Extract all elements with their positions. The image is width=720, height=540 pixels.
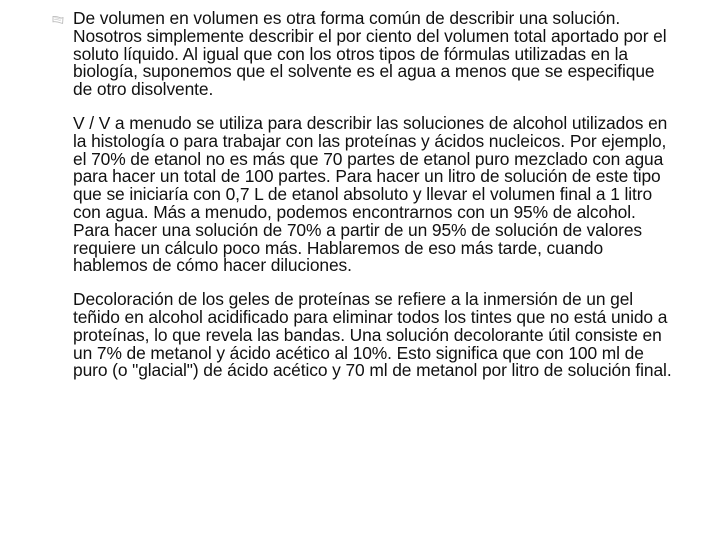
bullet-item-2 <box>52 112 674 276</box>
bullet-text: Decoloración de los geles de proteínas se refiere a la inmersión de un gel teñido en alcohol acidificado para eliminar todos los tintes que no está unido a proteínas, lo que revela las bandas. Una solución decolorante útil consiste en un 7% de metanol y ácido acético al 10%. Esto significa que con 100 ml de puro (o "glacial") de ácido acético y 70 ml de metanol por litro de solución final. <box>73 289 672 381</box>
bullet-text: V / V a menudo se utiliza para describir las soluciones de alcohol utilizados en la histología o para trabajar con las proteínas y ácidos nucleicos. Por ejemplo, el 70% de etanol no es más que 70 partes de etanol puro mezclado con agua para hacer un total de 100 partes. Para hacer un litro de solución de este tipo que se iniciaría con 0,7 L de etanol absoluto y llevar el volumen final a 1 litro con agua. Más a menudo, podemos encontrarnos con un 95% de alcohol. Para hacer una solución de 70% a partir de un 95% de solución de valores requiere un cálculo poco más. Hablaremos de eso más tarde, cuando hablemos de cómo hacer diluciones. <box>73 112 668 276</box>
bullet-list <box>52 10 674 396</box>
bullet-text: De volumen en volumen es otra forma común de describir una solución. Nosotros simplemente describir el por ciento del volumen total aportado por el soluto líquido. Al igual que con los otros tipos de fórmulas utilizadas en la biología, suponemos que el solvente es el agua a menos que se especifique de otro disolvente. <box>73 8 667 100</box>
bullet-item-3 <box>52 291 674 380</box>
bullet-item-1 <box>52 10 674 99</box>
bullet-icon <box>52 15 64 25</box>
